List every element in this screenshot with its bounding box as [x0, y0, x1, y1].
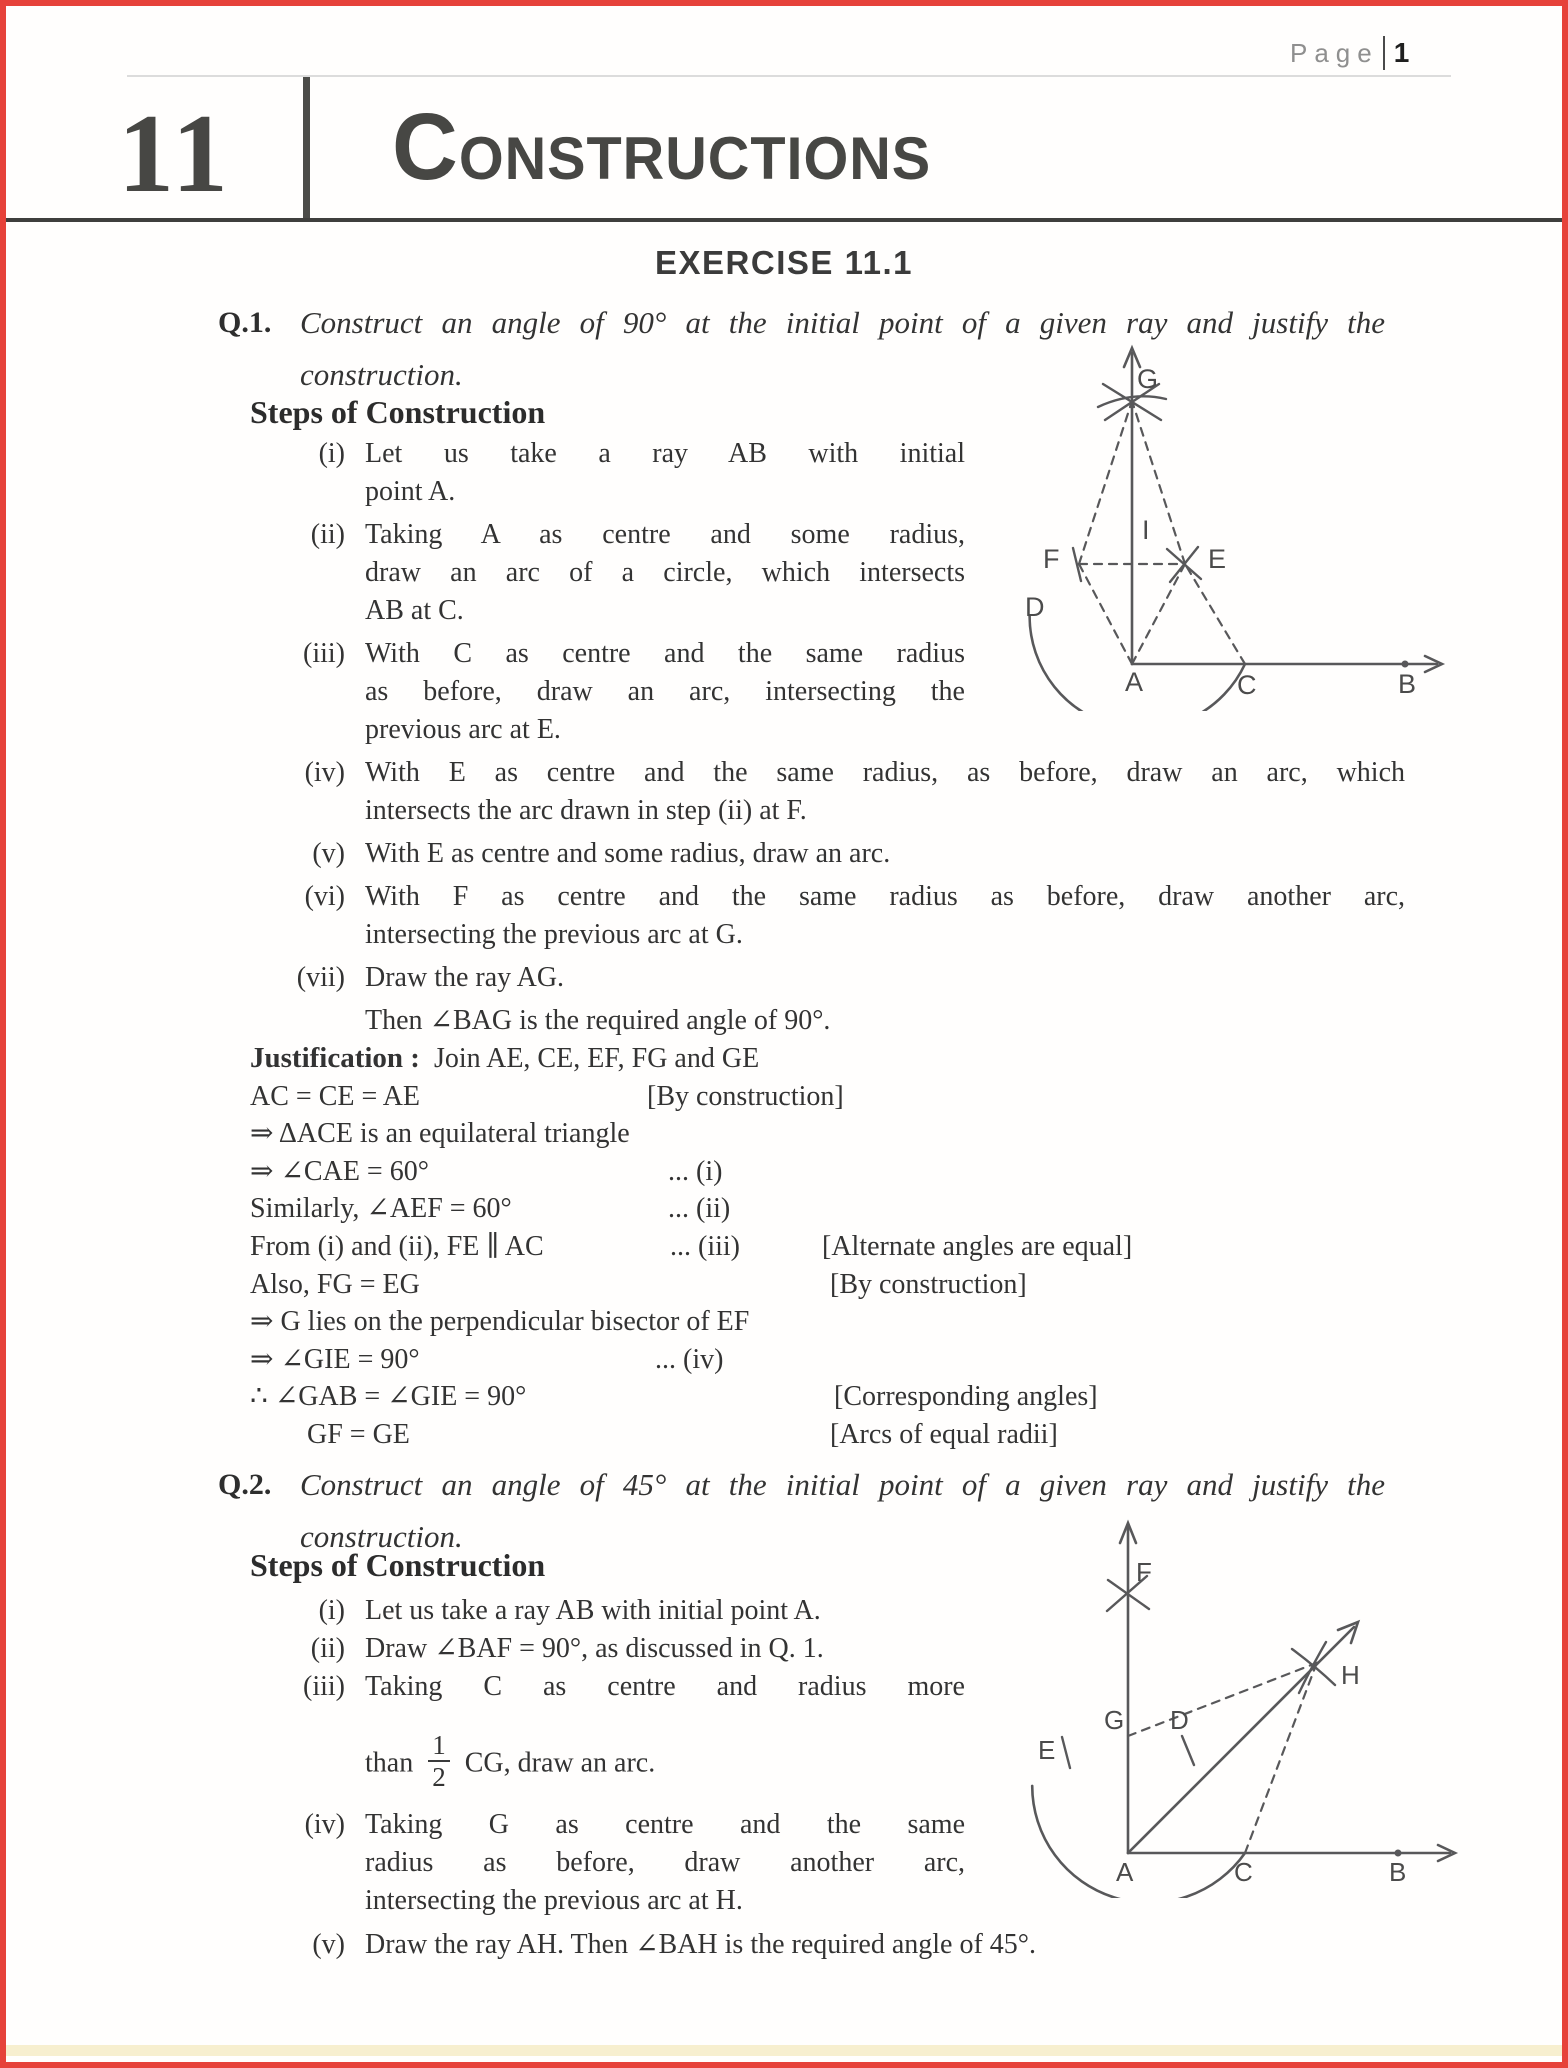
- chapter-divider-bar: [303, 77, 310, 218]
- justification-note: [Corresponding angles]: [834, 1381, 1098, 1413]
- step-line: Draw the ray AH. Then ∠BAH is the required angle of 45°.: [365, 1929, 1036, 1960]
- label-A: A: [1125, 667, 1144, 697]
- tick-E: [1062, 1737, 1070, 1768]
- step-text: [365, 1926, 1405, 1964]
- chapter-number: 11: [118, 92, 232, 216]
- construction-step: [6, 754, 1486, 830]
- justification-expression: AC = CE = AE: [250, 1080, 421, 1112]
- step-marker: (v): [312, 1929, 345, 1960]
- q2-label: Q.2.: [218, 1468, 272, 1501]
- justification-expression: Also, FG = EG: [250, 1268, 420, 1300]
- justification-note: [Arcs of equal radii]: [830, 1418, 1058, 1450]
- justification-row: [250, 1416, 1480, 1454]
- step-line: With E as centre and the same radius, as before, draw an arc, which: [365, 757, 1405, 788]
- step-line: radius as before, draw another arc,: [365, 1847, 965, 1878]
- step-line: previous arc at E.: [365, 714, 561, 745]
- justification-ref: ... (i): [668, 1155, 723, 1187]
- step-text: [365, 959, 1405, 997]
- step-marker: (i): [318, 438, 345, 469]
- figure-q1-90deg-construction: [1000, 339, 1450, 711]
- label-F: F: [1043, 544, 1060, 574]
- fraction-one-half: [428, 1730, 450, 1792]
- justification-expression: Similarly, ∠AEF = 60°: [250, 1193, 512, 1225]
- label-I: I: [1142, 515, 1150, 545]
- step-line: intersects the arc drawn in step (ii) at F.: [365, 795, 807, 826]
- justification-expression: ⇒ ∠CAE = 60°: [250, 1155, 429, 1187]
- justification-expression: ⇒ G lies on the perpendicular bisector of EF: [250, 1306, 750, 1338]
- step-marker: (v): [312, 838, 345, 869]
- step-line: intersecting the previous arc at H.: [365, 1885, 743, 1916]
- page-label: Page: [1290, 37, 1379, 68]
- dashed-AF: [1079, 564, 1132, 664]
- step-marker: (iii): [303, 638, 345, 669]
- step-text: [365, 435, 965, 511]
- label-D: D: [1170, 1705, 1189, 1735]
- step-marker: (i): [318, 1595, 345, 1626]
- label-C: C: [1234, 1857, 1253, 1887]
- step-marker: (iv): [304, 757, 345, 788]
- justification-ref: ... (iii): [670, 1230, 740, 1262]
- label-B: B: [1389, 1857, 1407, 1887]
- q2-question-line1: Construct an angle of 45° at the initial point of a given ray and justify the: [300, 1467, 1385, 1502]
- justification-join-text: Join AE, CE, EF, FG and GE: [433, 1043, 760, 1074]
- header-rule: [127, 75, 1451, 77]
- label-E: E: [1208, 544, 1227, 574]
- step-text: [365, 835, 1405, 873]
- dashed-EG: [1132, 401, 1185, 564]
- justification-expression: GF = GE: [307, 1418, 410, 1450]
- justification-expression: From (i) and (ii), FE ∥ AC: [250, 1230, 544, 1262]
- step-marker: (ii): [310, 1633, 345, 1664]
- step-text: [365, 1668, 965, 1806]
- q1-label: Q.1.: [218, 306, 272, 339]
- step-text: [365, 878, 1405, 954]
- justification-heading-row: [250, 1040, 1480, 1078]
- q1-steps-heading: Steps of Construction: [250, 394, 546, 430]
- step-line: draw an arc of a circle, which intersects: [365, 557, 965, 588]
- chapter-title-rest: ONSTRUCTIONS: [458, 125, 932, 192]
- step-marker: (vii): [296, 962, 345, 993]
- step-text: [365, 1806, 965, 1920]
- construction-step: [6, 959, 1486, 997]
- justification-note: [By construction]: [830, 1268, 1027, 1300]
- justification-expression: ∴ ∠GAB = ∠GIE = 90°: [250, 1381, 527, 1413]
- tick-D: [1182, 1736, 1194, 1765]
- justification-row: [250, 1228, 1480, 1266]
- justification-expression: ⇒ ΔACE is an equilateral triangle: [250, 1118, 630, 1150]
- q2-steps-heading: Steps of Construction: [250, 1547, 546, 1583]
- step-marker: (iii): [303, 1671, 345, 1702]
- label-D: D: [1025, 592, 1045, 622]
- q1-question-line2: construction.: [300, 357, 463, 392]
- dot-near-B: [1402, 661, 1409, 668]
- step-text: [365, 516, 965, 630]
- justification-note: [By construction]: [647, 1080, 844, 1112]
- label-H: H: [1341, 1660, 1360, 1690]
- step-line: Taking C as centre and radius more: [365, 1671, 965, 1702]
- label-B: B: [1398, 669, 1417, 699]
- justification-heading: Justification :: [250, 1042, 420, 1074]
- q1-question-line1: Construct an angle of 90° at the initial point of a given ray and justify the: [300, 305, 1385, 340]
- step-line: Taking G as centre and the same: [365, 1809, 965, 1840]
- justification-rows: [250, 1078, 1480, 1454]
- construction-step: [6, 1926, 1486, 1964]
- chapter-title-initial: C: [392, 94, 459, 200]
- construction-step: [6, 835, 1486, 873]
- scan-bottom-strip: [6, 2045, 1562, 2056]
- justification-expression: ⇒ ∠GIE = 90°: [250, 1343, 420, 1375]
- label-F: F: [1136, 1557, 1152, 1587]
- step-marker: (vi): [304, 881, 345, 912]
- justification-row: [250, 1341, 1480, 1379]
- fraction-numerator: 1: [428, 1730, 450, 1762]
- step-line: AB at C.: [365, 595, 464, 626]
- construction-step: [6, 878, 1486, 954]
- step-line: Draw the ray AG.: [365, 962, 565, 993]
- step-marker: (iv): [304, 1809, 345, 1840]
- step-line: With C as centre and the same radius: [365, 638, 965, 669]
- figure-q2-45deg-construction: [1020, 1506, 1470, 1898]
- justification-row: [250, 1153, 1480, 1191]
- step-line: Let us take a ray AB with initial: [365, 438, 965, 469]
- page-number: 1: [1393, 37, 1410, 68]
- justification-row: [250, 1115, 1480, 1153]
- step-line-with-fraction: than $\frac{1}{2}$ CG, draw an arc.: [365, 1730, 656, 1793]
- justification-row: [250, 1378, 1480, 1416]
- label-C: C: [1237, 670, 1257, 700]
- step-marker: (ii): [310, 519, 345, 550]
- ray-AH-diagonal: [1128, 1627, 1354, 1853]
- justification-row: [250, 1266, 1480, 1304]
- label-G: G: [1104, 1705, 1125, 1735]
- dashed-CE: [1185, 564, 1245, 664]
- q1-justification: [250, 1040, 1480, 1454]
- justification-ref: ... (ii): [668, 1193, 731, 1225]
- q2-question-line2: construction.: [300, 1519, 463, 1554]
- chapter-title: [392, 93, 931, 202]
- step-line: intersecting the previous arc at G.: [365, 919, 743, 950]
- dashed-GH: [1128, 1662, 1319, 1736]
- step-line: point A.: [365, 476, 456, 507]
- label-G: G: [1137, 364, 1159, 394]
- justification-row: [250, 1190, 1480, 1228]
- justification-row: [250, 1303, 1480, 1341]
- q1-conclusion-line: Then ∠BAG is the required angle of 90°.: [365, 1005, 831, 1036]
- step-line: as before, draw an arc, intersecting the: [365, 676, 965, 707]
- fraction-denominator: 2: [432, 1762, 446, 1793]
- q1-conclusion: [365, 1002, 1405, 1040]
- label-A: A: [1116, 1857, 1134, 1887]
- exercise-title: EXERCISE 11.1: [655, 244, 913, 281]
- justification-row: [250, 1078, 1480, 1116]
- page-number-header: [1290, 36, 1409, 70]
- step-line: Draw ∠BAF = 90°, as discussed in Q. 1.: [365, 1633, 824, 1664]
- page-number-divider: [1383, 36, 1385, 70]
- chapter-underline: [6, 218, 1562, 222]
- dashed-FG: [1079, 401, 1132, 564]
- dashed-AE: [1132, 564, 1185, 664]
- step-line: With F as centre and the same radius as before, draw another arc,: [365, 881, 1405, 912]
- step-line: Let us take a ray AB with initial point A.: [365, 1595, 821, 1626]
- justification-note: [Alternate angles are equal]: [822, 1230, 1133, 1262]
- q1-conclusion-row: [6, 1002, 1486, 1040]
- label-E: E: [1038, 1735, 1056, 1765]
- dot-near-B: [1395, 1850, 1402, 1857]
- justification-ref: ... (iv): [655, 1343, 724, 1375]
- step-text: [365, 635, 965, 749]
- step-text: [365, 754, 1405, 830]
- step-line: With E as centre and some radius, draw an arc.: [365, 838, 891, 869]
- step-line: Taking A as centre and some radius,: [365, 519, 965, 550]
